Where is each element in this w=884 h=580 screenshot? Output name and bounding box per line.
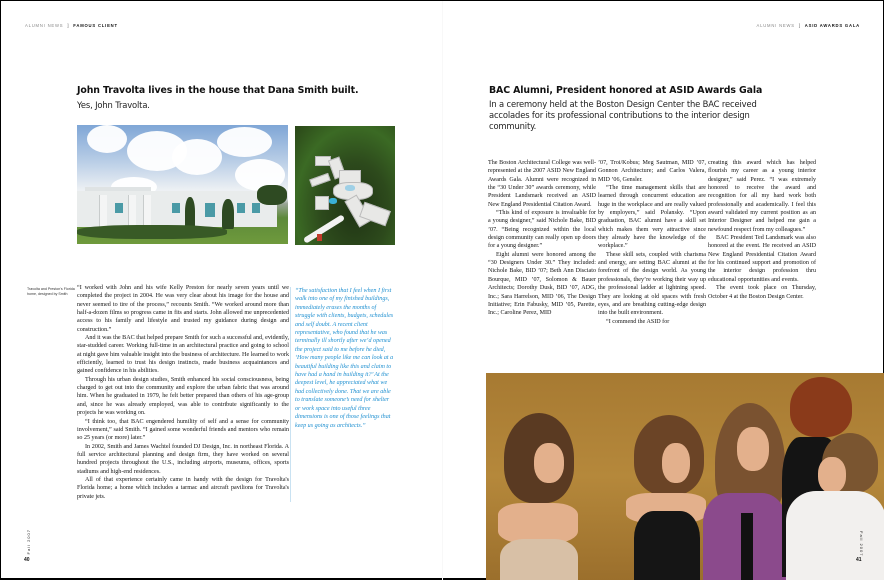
page-gutter <box>442 1 443 580</box>
running-head-topic: ASID AWARDS GALA <box>804 23 860 28</box>
body-paragraph: ’07, Troi/Kobus; Meg Sautman, MID ’07, Gonnon Architecture; and Carlos Valera, MID ’06, Gensler. <box>598 160 706 183</box>
article-deck-left: Yes, John Travolta. <box>77 100 150 110</box>
article-headline-right: BAC Alumni, President honored at ASID Awards Gala <box>489 85 763 96</box>
body-paragraph: creating this award which has helped flourish my career as a young interior designer,” said Perez. “I was extremely honored to receive the award and recognition for all my hard work both professionally and academically. I feel this award validated my current position as an Interior Designer and helped me gain a newfound respect from my colleagues.” <box>708 160 816 233</box>
folio-label-left: Fall 2007 <box>26 529 31 555</box>
article-body-left <box>77 284 289 501</box>
running-head-right <box>757 23 860 28</box>
page-number-right: 41 <box>856 557 862 563</box>
pull-quote-text: “The satisfaction that I feel when I first walk into one of my finished buildings, immediately erases the months of struggle with clients, budgets, schedules and self doubt. A recent client representative, who found that he was terminally ill shortly after we’d opened the project said to me before he died, ‘How many people like me can look at a beautiful building like this and claim to have had a hand in building it?’ At the deepest level, he appreciated what we had collectively done. That we are able to translate someone’s need for shelter or work space into useful three dimensions is one of those feelings that keep us going as architects.” <box>295 288 394 429</box>
body-paragraph: The Boston Architectural College was well-represented at the 2007 ASID New England Awards Gala. Alumni were recognized in the “30 Under 30” awards ceremony, while President Landsmark received an ASID New England Presidential Citation Award. <box>488 160 596 208</box>
article-deck-right: In a ceremony held at the Boston Design Center the BAC received accolades for its professional contributions to the interior design community. <box>489 99 757 131</box>
running-head-section: ALUMNI NEWS <box>756 23 795 28</box>
body-paragraph: BAC President Ted Landsmark was also honored at the event. He received an ASID New England Presidential Citation Award for his continued support and promotion of the interior design profession thru educational opportunities and events. <box>708 235 816 283</box>
page-number-left: 40 <box>24 557 30 563</box>
article-column-2 <box>598 159 706 326</box>
article-headline-left: John Travolta lives in the house that Dana Smith built. <box>77 85 359 96</box>
estate-aerial-photo <box>295 126 395 245</box>
body-paragraph: “I think too, that BAC engendered humility of self and a sense for community involvement,” said Smith. “I gained some wonderful friends and mentors who remain so 25 years (or more) later.” <box>77 418 289 442</box>
body-paragraph: These skill sets, coupled with charisma and energy, are setting BAC alumni at the forefront of the design world. As young professionals, they’re working their way up the professional ladder at lightning speed. They are looking at old spaces with fresh eyes, and are breathing cutting-edge design into the built environment. <box>598 251 706 317</box>
running-head-topic: FAMOUS CLIENT <box>73 23 118 28</box>
photo-caption: Travolta and Preston's Florida home, designed by Smith <box>27 287 75 296</box>
folio-label-right: Fall 2007 <box>859 531 864 557</box>
pull-quote <box>295 287 395 430</box>
house-exterior-photo <box>77 125 288 244</box>
pull-quote-rule <box>290 287 291 502</box>
body-paragraph: “The time management skills that are learned through concurrent education are huge in the workplace and are really valued by employers,” said Polansky. “Upon graduation, BAC alumni have a skill set which makes them very attractive since they already have the knowledge of the workplace.” <box>598 185 706 250</box>
body-paragraph: “I worked with John and his wife Kelly Preston for nearly seven years until we completed the project in 2004. He was very clear about his image for the house and never seemed to tire of the process,” recounts Smith. “We worked around more than half-a-dozen films so progress came in fits and starts. John allowed me unprecedented access to his family and lifestyle and trusted my guidance during design and construction.” <box>77 285 289 333</box>
running-head-separator: ] <box>67 23 70 28</box>
article-column-1 <box>488 159 596 318</box>
body-paragraph: “I commend the ASID for <box>606 318 670 325</box>
body-paragraph: The event took place on Thursday, October 4 at the Boston Design Center. <box>708 285 816 300</box>
body-paragraph: And it was the BAC that helped prepare Smith for such a successful and, evidently, star-studded career. Working full-time in an architectural practice and going to school at night gave him valuable insight into the business of architecture. He learned to work efficiently, learned to trust his design instincts, made business acquaintances and gained confidence in his abilities. <box>77 335 289 375</box>
gala-photo <box>486 373 884 580</box>
body-paragraph: In 2002, Smith and James Wachtel founded DJ Design, Inc. in northeast Florida. A full service architectural planning and design firm, they have worked on several hundred projects throughout the U.S., including airports, museums, offices, sports stadiums and high-end residences. <box>77 443 289 475</box>
body-paragraph: Through his urban design studies, Smith enhanced his social consciousness, being charged to get out into the community and explore the urban fabric that was around him. When he graduated in 1979, he felt better prepared than others of his age-group and, since he was already employed, was able to contribute significantly to the projects he was working on. <box>77 376 289 417</box>
article-column-3 <box>708 159 816 301</box>
running-head-separator: ] <box>798 23 801 28</box>
running-head-left <box>25 23 118 28</box>
body-paragraph: All of that experience certainly came in handy with the design for Travolta's Florida home; a home which includes a tarmac and aircraft pavilions for Travolta's private jets. <box>77 476 289 500</box>
body-paragraph: Eight alumni were honored among the “30 Designers Under 30.” They included: Nichole Bake, BID ’07; Beth Ann Disciato Bourque, MID ’07, Solomon & Bauer Architects; Dorothy Dusk, BID ’07, ADG, Inc.; Sara Harrelson, MID ’06, The Design Initiative; Erin Fabusky, MID ’05, Parette, Inc.; Caroline Perez, MID <box>488 251 596 317</box>
running-head-section: ALUMNI NEWS <box>25 23 64 28</box>
body-paragraph: “This kind of exposure is invaluable for a young designer,” said Nichole Bake, BID ’07. “Being recognized within the local design community can really open up doors for a young designer.” <box>488 210 596 250</box>
